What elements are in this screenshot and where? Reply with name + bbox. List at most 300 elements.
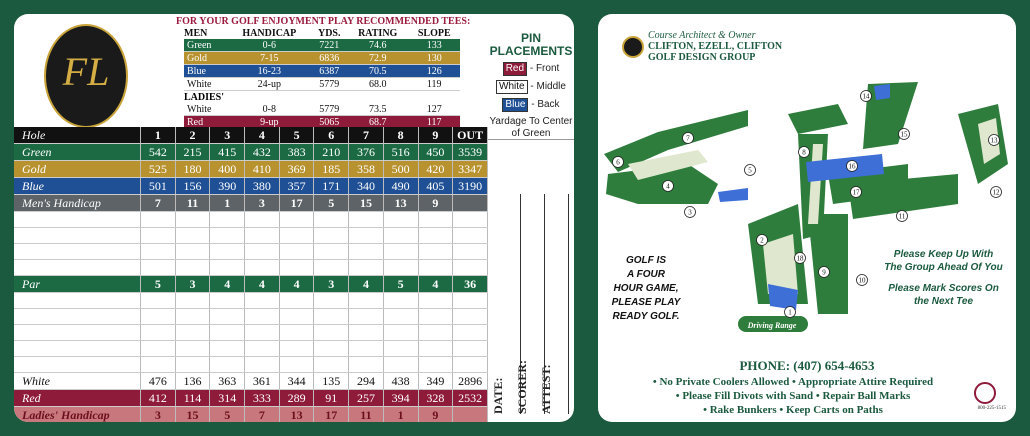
rule-line: • Please Fill Divots with Sand • Repair Ball Marks <box>675 390 911 402</box>
score-cell: 4 <box>279 276 314 293</box>
score-entry-cell[interactable] <box>383 212 418 228</box>
blank-score-row[interactable] <box>14 357 488 373</box>
score-cell: 1 <box>141 127 176 144</box>
score-entry-cell[interactable] <box>453 244 488 260</box>
score-cell: 525 <box>141 161 176 178</box>
note-line: Please Mark Scores On <box>888 283 999 294</box>
score-row-ladies_handicap <box>14 407 488 423</box>
score-entry-cell[interactable] <box>175 228 210 244</box>
score-cell: 369 <box>279 161 314 178</box>
score-entry-cell[interactable] <box>14 325 141 341</box>
tee-tee: Green <box>184 39 227 52</box>
driving-range-label: Driving Range <box>747 321 797 330</box>
signature-line <box>568 194 569 414</box>
course-map-panel <box>598 14 1016 422</box>
score-entry-cell[interactable] <box>141 244 176 260</box>
score-cell: 390 <box>210 178 245 195</box>
score-cell: 490 <box>383 178 418 195</box>
tee-handicap: 24-up <box>227 78 312 91</box>
score-entry-cell[interactable] <box>141 260 176 276</box>
score-entry-cell[interactable] <box>175 309 210 325</box>
pin-text: - Middle <box>530 81 566 92</box>
tee-yds: 5779 <box>312 78 347 91</box>
score-entry-cell[interactable] <box>349 228 384 244</box>
fairway <box>863 82 918 149</box>
score-cell: 9 <box>418 127 453 144</box>
blank-score-row[interactable] <box>14 228 488 244</box>
row-label: Green <box>14 144 141 161</box>
score-cell: 361 <box>245 373 280 390</box>
note-line: READY GOLF. <box>612 311 680 322</box>
row-label: Gold <box>14 161 141 178</box>
score-entry-cell[interactable] <box>418 228 453 244</box>
tee-slope: 126 <box>409 65 461 78</box>
score-cell: 3 <box>210 127 245 144</box>
score-entry-cell[interactable] <box>279 244 314 260</box>
hole-number: 9 <box>822 268 826 277</box>
score-row-mens_handicap <box>14 195 488 212</box>
score-entry-cell[interactable] <box>314 293 349 309</box>
pace-note <box>876 248 1011 274</box>
score-cell: 15 <box>349 195 384 212</box>
score-entry-cell[interactable] <box>383 260 418 276</box>
score-row-par <box>14 276 488 293</box>
score-cell: 17 <box>279 195 314 212</box>
score-cell: 4 <box>210 276 245 293</box>
score-entry-cell[interactable] <box>14 228 141 244</box>
score-cell: 2532 <box>453 390 488 407</box>
score-entry-cell[interactable] <box>279 212 314 228</box>
row-label: Ladies' Handicap <box>14 407 141 423</box>
score-entry-cell[interactable] <box>141 357 176 373</box>
score-entry-cell[interactable] <box>383 325 418 341</box>
score-row-red <box>14 390 488 407</box>
score-cell: 400 <box>210 161 245 178</box>
score-cell: 1 <box>210 195 245 212</box>
score-cell: 363 <box>210 373 245 390</box>
score-cell: 9 <box>418 407 453 423</box>
score-entry-cell[interactable] <box>245 244 280 260</box>
hole-number: 3 <box>688 208 692 217</box>
pin-swatch: Blue <box>502 98 528 112</box>
tees-header: MEN <box>184 28 208 39</box>
score-entry-cell[interactable] <box>279 341 314 357</box>
score-entry-cell[interactable] <box>314 212 349 228</box>
score-row-green <box>14 144 488 161</box>
score-entry-cell[interactable] <box>14 293 141 309</box>
hole-number: 6 <box>616 158 620 167</box>
ladies-heading: LADIES' <box>184 91 225 103</box>
score-entry-cell[interactable] <box>210 244 245 260</box>
tee-slope: 130 <box>409 52 461 65</box>
score-entry-cell[interactable] <box>141 228 176 244</box>
rule-line: • Rake Bunkers • Keep Carts on Paths <box>703 404 883 416</box>
tees-header: HANDICAP <box>242 28 297 39</box>
score-cell: 4 <box>349 276 384 293</box>
hole-number: 14 <box>862 92 870 101</box>
score-cell: 420 <box>418 161 453 178</box>
score-entry-cell[interactable] <box>349 244 384 260</box>
score-entry-cell[interactable] <box>175 341 210 357</box>
score-cell: 9 <box>418 195 453 212</box>
score-entry-cell[interactable] <box>245 212 280 228</box>
score-entry-cell[interactable] <box>349 212 384 228</box>
score-entry-cell[interactable] <box>14 212 141 228</box>
score-entry-cell[interactable] <box>418 244 453 260</box>
pin-text: - Back <box>531 99 560 110</box>
score-cell: 185 <box>314 161 349 178</box>
score-entry-cell[interactable] <box>314 260 349 276</box>
score-entry-cell[interactable] <box>418 212 453 228</box>
score-cell: 516 <box>383 144 418 161</box>
phone <box>598 358 1016 374</box>
score-cell: 11 <box>175 195 210 212</box>
score-entry-cell[interactable] <box>453 341 488 357</box>
score-cell: 340 <box>349 178 384 195</box>
score-entry-cell[interactable] <box>383 309 418 325</box>
score-entry-cell[interactable] <box>14 309 141 325</box>
score-entry-cell[interactable] <box>349 325 384 341</box>
score-cell: 215 <box>175 144 210 161</box>
score-entry-cell[interactable] <box>453 260 488 276</box>
score-entry-cell[interactable] <box>279 260 314 276</box>
score-row-header <box>14 127 488 144</box>
tee-rating: 68.0 <box>347 78 409 91</box>
tee-rating: 70.5 <box>347 65 409 78</box>
score-entry-cell[interactable] <box>279 357 314 373</box>
tee-yds: 7221 <box>312 39 347 52</box>
score-entry-cell[interactable] <box>175 212 210 228</box>
hole-number: 16 <box>848 162 856 171</box>
tee-slope: 127 <box>409 103 461 116</box>
tee-row <box>184 65 460 78</box>
score-entry-cell[interactable] <box>314 341 349 357</box>
score-cell: 349 <box>418 373 453 390</box>
score-cell: 394 <box>383 390 418 407</box>
score-cell: 4 <box>418 276 453 293</box>
score-entry-cell[interactable] <box>418 260 453 276</box>
score-cell: 257 <box>349 390 384 407</box>
score-entry-cell[interactable] <box>349 309 384 325</box>
score-entry-cell[interactable] <box>210 325 245 341</box>
score-cell: 476 <box>141 373 176 390</box>
score-entry-cell[interactable] <box>210 341 245 357</box>
attest-signature[interactable] <box>539 194 574 414</box>
tee-rating: 74.6 <box>347 39 409 52</box>
score-row-white <box>14 373 488 390</box>
score-entry-cell[interactable] <box>453 228 488 244</box>
score-entry-cell[interactable] <box>175 260 210 276</box>
pin-placements <box>488 32 574 140</box>
score-entry-cell[interactable] <box>210 228 245 244</box>
fairway <box>788 104 848 134</box>
score-entry-cell[interactable] <box>314 357 349 373</box>
blank-score-row[interactable] <box>14 309 488 325</box>
score-entry-cell[interactable] <box>453 357 488 373</box>
tee-handicap: 0-6 <box>227 39 312 52</box>
row-label: Red <box>14 390 141 407</box>
score-entry-cell[interactable] <box>175 325 210 341</box>
pin-row <box>488 62 574 76</box>
note-line: HOUR GAME, <box>613 283 679 294</box>
score-cell: 4 <box>245 127 280 144</box>
score-cell: 2 <box>175 127 210 144</box>
score-entry-cell[interactable] <box>453 325 488 341</box>
score-cell: 5 <box>141 276 176 293</box>
tee-yds: 6387 <box>312 65 347 78</box>
scores-note <box>876 282 1011 308</box>
scorecard-panel <box>14 14 574 422</box>
architect-names: CLIFTON, EZELL, CLIFTON <box>648 41 783 52</box>
phone-label: PHONE: <box>739 358 791 373</box>
hole-number: 15 <box>900 130 908 139</box>
hole-number: 13 <box>990 136 998 145</box>
row-label: Par <box>14 276 141 293</box>
score-entry-cell[interactable] <box>245 309 280 325</box>
pin-swatch: White <box>496 80 528 94</box>
score-cell <box>453 195 488 212</box>
lake <box>874 84 890 100</box>
score-entry-cell[interactable] <box>453 309 488 325</box>
tees-header: YDS. <box>317 28 341 39</box>
score-cell: 1 <box>383 407 418 423</box>
score-cell: 500 <box>383 161 418 178</box>
blank-score-row[interactable] <box>14 212 488 228</box>
score-entry-cell[interactable] <box>14 341 141 357</box>
score-cell: 376 <box>349 144 384 161</box>
score-entry-cell[interactable] <box>245 293 280 309</box>
fairway <box>808 214 848 314</box>
score-entry-cell[interactable] <box>245 357 280 373</box>
hole-number: 5 <box>748 166 752 175</box>
score-entry-cell[interactable] <box>141 309 176 325</box>
hole-number: 10 <box>858 276 866 285</box>
score-cell: 412 <box>141 390 176 407</box>
note-line: The Group Ahead Of You <box>884 262 1003 273</box>
pin-text: - Front <box>529 63 560 74</box>
note-line: Please Keep Up With <box>893 249 994 260</box>
score-cell: 415 <box>210 144 245 161</box>
divider <box>488 139 574 140</box>
score-entry-cell[interactable] <box>279 228 314 244</box>
score-cell: 294 <box>349 373 384 390</box>
score-entry-cell[interactable] <box>383 293 418 309</box>
score-entry-cell[interactable] <box>141 212 176 228</box>
score-entry-cell[interactable] <box>349 293 384 309</box>
tee-handicap: 7-15 <box>227 52 312 65</box>
architect-title: Course Architect & Owner <box>648 30 756 41</box>
tee-row <box>184 78 460 91</box>
tee-rating: 68.7 <box>347 116 409 129</box>
hole-number: 1 <box>788 308 792 317</box>
hole-number: 2 <box>760 236 764 245</box>
scorer-label: SCORER: <box>515 359 529 414</box>
printer-code: 800-225-1515 <box>977 406 1006 411</box>
score-cell: 289 <box>279 390 314 407</box>
score-entry-cell[interactable] <box>175 357 210 373</box>
tee-row <box>184 39 460 52</box>
hole-number: 4 <box>666 182 670 191</box>
score-entry-cell[interactable] <box>418 309 453 325</box>
score-cell: 410 <box>245 161 280 178</box>
score-entry-cell[interactable] <box>210 309 245 325</box>
tee-tee: Gold <box>184 52 227 65</box>
score-entry-cell[interactable] <box>141 325 176 341</box>
score-entry-cell[interactable] <box>245 325 280 341</box>
score-cell: 501 <box>141 178 176 195</box>
tee-tee: White <box>184 103 227 116</box>
score-cell: 180 <box>175 161 210 178</box>
tee-slope: 117 <box>409 116 461 129</box>
score-entry-cell[interactable] <box>279 293 314 309</box>
score-entry-cell[interactable] <box>418 341 453 357</box>
tee-handicap: 16-23 <box>227 65 312 78</box>
score-entry-cell[interactable] <box>383 228 418 244</box>
score-cell: 405 <box>418 178 453 195</box>
score-cell: 5 <box>279 127 314 144</box>
score-cell <box>453 407 488 423</box>
score-entry-cell[interactable] <box>14 260 141 276</box>
row-label: Blue <box>14 178 141 195</box>
score-cell: 7 <box>245 407 280 423</box>
hole-number: 18 <box>796 254 804 263</box>
score-entry-cell[interactable] <box>349 357 384 373</box>
score-entry-cell[interactable] <box>279 309 314 325</box>
ready-golf-note <box>606 254 686 324</box>
hole-number: 7 <box>686 134 690 143</box>
score-cell: 171 <box>314 178 349 195</box>
score-cell: 8 <box>383 127 418 144</box>
score-cell: 6 <box>314 127 349 144</box>
score-cell: 210 <box>314 144 349 161</box>
tee-tee: White <box>184 78 227 91</box>
tee-tee: Red <box>184 116 227 129</box>
score-entry-cell[interactable] <box>314 309 349 325</box>
score-cell: 7 <box>141 195 176 212</box>
score-entry-cell[interactable] <box>210 260 245 276</box>
score-cell: 328 <box>418 390 453 407</box>
score-cell: 3190 <box>453 178 488 195</box>
blank-score-row[interactable] <box>14 293 488 309</box>
note-line: A FOUR <box>627 269 665 280</box>
ladies-heading-row <box>184 91 460 104</box>
score-entry-cell[interactable] <box>210 293 245 309</box>
note-line: GOLF IS <box>626 255 666 266</box>
score-entry-cell[interactable] <box>141 341 176 357</box>
phone-number: (407) 654-4653 <box>793 358 875 373</box>
score-entry-cell[interactable] <box>210 357 245 373</box>
tees-header: SLOPE <box>417 28 451 39</box>
tee-yds: 6836 <box>312 52 347 65</box>
score-entry-cell[interactable] <box>383 244 418 260</box>
score-cell: 432 <box>245 144 280 161</box>
tee-handicap: 0-8 <box>227 103 312 116</box>
score-entry-cell[interactable] <box>245 260 280 276</box>
score-entry-cell[interactable] <box>14 244 141 260</box>
tee-row <box>184 52 460 65</box>
score-cell: 4 <box>245 276 280 293</box>
score-entry-cell[interactable] <box>175 244 210 260</box>
score-entry-cell[interactable] <box>453 212 488 228</box>
row-label: Hole <box>14 127 141 144</box>
tee-slope: 119 <box>409 78 461 91</box>
score-entry-cell[interactable] <box>383 341 418 357</box>
score-cell: 3 <box>314 276 349 293</box>
score-cell: 15 <box>175 407 210 423</box>
score-entry-cell[interactable] <box>314 228 349 244</box>
tee-handicap: 9-up <box>227 116 312 129</box>
score-cell: 438 <box>383 373 418 390</box>
pin-swatch: Red <box>503 62 527 76</box>
score-entry-cell[interactable] <box>245 341 280 357</box>
score-entry-cell[interactable] <box>279 325 314 341</box>
hole-number: 11 <box>898 212 906 221</box>
score-entry-cell[interactable] <box>210 212 245 228</box>
pin-row <box>488 98 574 112</box>
score-cell: 5 <box>210 407 245 423</box>
score-entry-cell[interactable] <box>418 357 453 373</box>
score-entry-cell[interactable] <box>14 357 141 373</box>
blank-score-row[interactable] <box>14 244 488 260</box>
tees-table <box>184 28 460 129</box>
score-cell: 36 <box>453 276 488 293</box>
score-entry-cell[interactable] <box>314 244 349 260</box>
pin-title: PIN PLACEMENTS <box>489 31 573 58</box>
score-entry-cell[interactable] <box>141 293 176 309</box>
tee-row <box>184 103 460 116</box>
score-entry-cell[interactable] <box>349 260 384 276</box>
tee-rating: 72.9 <box>347 52 409 65</box>
score-cell: 114 <box>175 390 210 407</box>
score-cell: 383 <box>279 144 314 161</box>
score-entry-cell[interactable] <box>314 325 349 341</box>
blank-score-row[interactable] <box>14 260 488 276</box>
score-entry-cell[interactable] <box>418 293 453 309</box>
score-cell: 3347 <box>453 161 488 178</box>
score-cell: 135 <box>314 373 349 390</box>
blank-score-row[interactable] <box>14 325 488 341</box>
row-label: Men's Handicap <box>14 195 141 212</box>
score-entry-cell[interactable] <box>453 293 488 309</box>
tee-slope: 133 <box>409 39 461 52</box>
score-entry-cell[interactable] <box>418 325 453 341</box>
score-cell: 357 <box>279 178 314 195</box>
score-cell: 450 <box>418 144 453 161</box>
score-cell: 314 <box>210 390 245 407</box>
score-entry-cell[interactable] <box>245 228 280 244</box>
score-cell: 358 <box>349 161 384 178</box>
row-label: White <box>14 373 141 390</box>
blank-score-row[interactable] <box>14 341 488 357</box>
score-cell: 344 <box>279 373 314 390</box>
date-label: DATE: <box>491 377 505 414</box>
score-cell: 5 <box>383 276 418 293</box>
score-entry-cell[interactable] <box>349 341 384 357</box>
score-cell: 5 <box>314 195 349 212</box>
score-cell: 156 <box>175 178 210 195</box>
attest-label: ATTEST: <box>539 364 553 414</box>
score-cell: 3539 <box>453 144 488 161</box>
hole-number: 17 <box>852 188 860 197</box>
pin-yardage-note: Yardage To Center of Green <box>489 116 573 139</box>
score-cell: 91 <box>314 390 349 407</box>
hole-number: 12 <box>992 188 1000 197</box>
score-entry-cell[interactable] <box>383 357 418 373</box>
lake <box>718 188 748 202</box>
score-entry-cell[interactable] <box>175 293 210 309</box>
printer-seal-icon <box>974 382 996 404</box>
tee-yds: 5779 <box>312 103 347 116</box>
